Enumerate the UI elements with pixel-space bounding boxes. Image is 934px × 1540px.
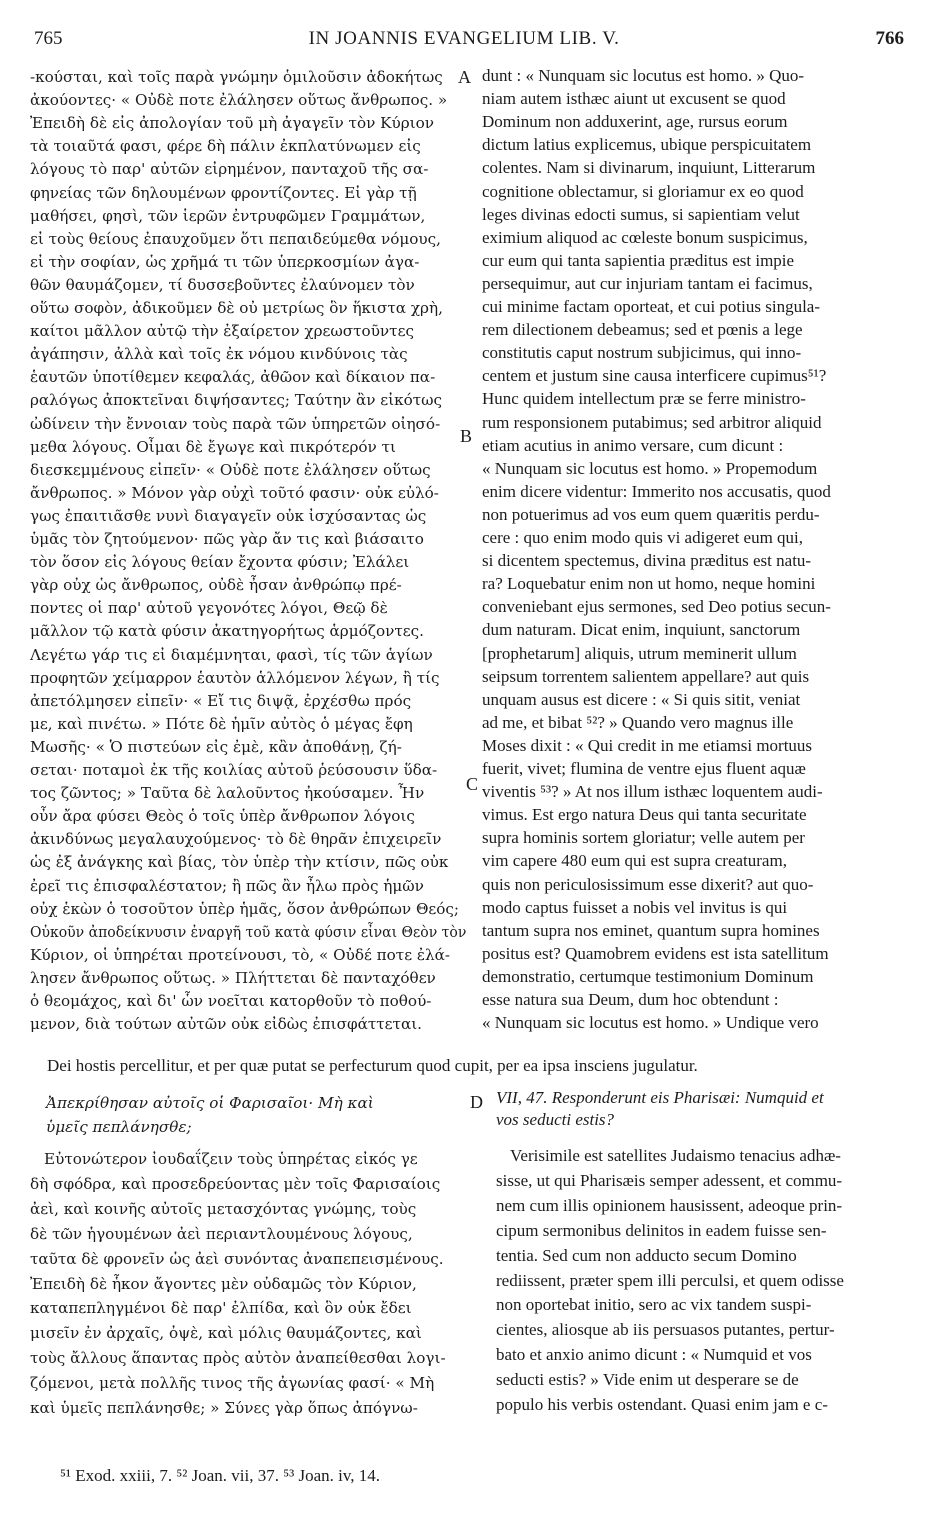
text-line: unquam ausus est dicere : « Si quis sitit, veniat — [482, 689, 801, 709]
text-line: ἀκούοντες· « Οὐδὲ ποτε ἐλάλησεν οὕτως ἄνθρωπος. » — [30, 91, 448, 110]
text-line: φηνείας τῶν δηλουμένων φροντίζοντες. Εἰ γὰρ τῇ — [30, 183, 417, 202]
text-line: « Nunquam sic locutus est homo. » Propemodum — [482, 458, 818, 478]
text-line: vos seducti estis? — [496, 1110, 615, 1129]
text-line: γως ἐπαιτιᾶσθε νυνὶ διαγαγεῖν οὐκ ἰσχύσαντας ὡς — [30, 506, 427, 525]
text-line: ὠδίνειν τὴν ἔννοιαν τοὺς παρὰ τῶν ὑπηρετῶν οἰησό- — [30, 414, 441, 433]
text-line: σεται· ποταμοὶ ἐκ τῆς κοιλίας αὐτοῦ ῥεύσουσιν ὕδα- — [30, 761, 438, 779]
text-line: προφητῶν χείμαρρον ἑαυτὸν ἁλλόμενον λέγων, ἢ τίς — [30, 668, 440, 687]
text-line: ὑμᾶς τὸν ζητούμενον· πῶς γὰρ ἄν τις καὶ βιάσαιτο — [30, 530, 424, 548]
text-line: Verisimile est satellites Judaismo tenacius adhæ- — [510, 1146, 841, 1165]
text-line: demonstratio, certumque testimonium Dominum — [482, 966, 814, 986]
text-line: persequimur, aut cur injuriam tantam ei facimus, — [482, 273, 813, 293]
text-line: τὸν ὅσον εἰς λόγους θείαν ἔχοντα φύσιν; Ἐλάλει — [30, 553, 410, 572]
text-line: etiam acutius in animo versare, cum dicunt : — [482, 435, 784, 455]
text-line: ζόμενοι, μετὰ πολλῆς τινος τῆς ἀγωνίας φασί· « Μὴ — [30, 1374, 435, 1393]
text-line: Εὐτονώτερον ἰουδαΐζειν τοὺς ὑπηρέτας εἰκός γε — [44, 1150, 418, 1168]
text-line: μενον, διὰ τούτων αὐτῶν οὐκ εἰδὼς ἐπισφάττεται. — [30, 1015, 422, 1034]
text-line: ὡς ἐξ ἀνάγκης καὶ βίας, τὸν ὑπὲρ τὴν κτίσιν, πῶς οὐκ — [30, 853, 449, 872]
running-title: IN JOANNIS EVANGELIUM LIB. V. — [308, 28, 620, 49]
text-line: Κύριον, οἱ ὑπηρέται προτείνουσι, τὸ, « Οὐδέ ποτε ἐλά- — [30, 945, 451, 964]
text-line: Μωσῆς· « Ὁ πιστεύων εἰς ἐμὲ, κἂν ἀποθάνῃ, ζή- — [30, 737, 402, 756]
text-line: οὕτω σοφὸν, ἀδικοῦμεν δὲ οὐ μετρίως ὃν ἥκιστα χρὴ, — [30, 299, 443, 317]
text-line: θῶν θαυμάζομεν, τί δυσσεβοῦντες ἐλαύνομεν τὸν — [30, 275, 415, 294]
text-line: διεσκεμμένους εἰπεῖν· « Οὐδὲ ποτε ἐλάλησεν οὕτως — [30, 460, 431, 479]
text-line: ταῦτα δὲ φρονεῖν ὡς ἀεὶ συνόντας ἀναπεπεισμένους. — [30, 1249, 444, 1268]
text-line: VII, 47. Responderunt eis Pharisæi: Numquid et — [496, 1088, 824, 1107]
text-line: seipsum torrentem salientem appellare? aut quis — [482, 666, 810, 686]
text-line: « Nunquam sic locutus est homo. » Undique vero — [482, 1013, 819, 1033]
text-line: μαθήσει, φησὶ, τῶν ἱερῶν ἐντρυφῶμεν Γραμμάτων, — [30, 206, 426, 225]
text-line: καίτοι μᾶλλον αὐτῷ τὴν ἐξαίρετον χρεωστοῦντες — [30, 322, 414, 341]
text-line: esse natura sua Deum, dum hoc obtendunt : — [482, 990, 779, 1009]
text-line: quis non periculosissimum esse dixerit? aut quo- — [482, 874, 814, 894]
text-line: populo his verbis ostendant. Quasi enim jam e c- — [496, 1395, 828, 1414]
text-line: dictum latius explicemus, ubique perspicuitatem — [482, 135, 812, 155]
text-line: seducti estis? » Vide enim ut desperare se de — [496, 1370, 799, 1390]
text-line: καταπεπληγμένοι δὲ παρ' ἐλπίδα, καὶ ὃν οὐκ ἔδει — [30, 1299, 412, 1318]
running-header — [24, 28, 904, 54]
text-line: cognitione oblectamur, si gloriamur ex eo quod — [482, 181, 804, 201]
text-line: οὖν ἄρα φύσει Θεὸς ὁ τοῖς ὑπὲρ ἄνθρωπον λόγοις — [30, 807, 415, 826]
text-line: rem dilectionem debeamus; sed et pœnis a lege — [482, 320, 803, 340]
text-line: conveniebant ejus sermones, sed Deo potius secun- — [482, 597, 831, 617]
text-line: tentia. Sed cum non adducto secum Domino — [496, 1245, 797, 1265]
full-width-text: Dei hostis percellitur, et per quæ putat se perfecturum quod cupit, per ea ipsa insciens jugulatur. — [47, 1056, 698, 1075]
text-line: modo captus fuisset a nobis vel invitus is qui — [482, 897, 788, 917]
margin-mark-d: D — [470, 1092, 483, 1112]
text-line: ἑαυτῶν ὑποτίθεμεν κεφαλάς, ἀθῶον καὶ δίκαιον πα- — [30, 368, 436, 387]
text-line: [prophetarum] aliquis, utrum meminerit ullum — [482, 643, 797, 663]
text-line: εἰ τοὺς θείους ἐπαυχοῦμεν ὅτι πεπαιδεύμεθα νόμους, — [30, 229, 441, 248]
text-line: vimus. Est ergo natura Deus qui tanta securitate — [482, 805, 807, 825]
text-line: λόγους τὸ παρ' αὐτῶν εἰρημένον, πανταχοῦ τῆς σα- — [30, 160, 429, 179]
text-line: dum naturam. Dicat enim, inquiunt, sanctorum — [482, 620, 801, 640]
text-line: constitutis caput nostrum subjicimus, qui inno- — [482, 343, 802, 363]
text-line: Ἀπεκρίθησαν αὐτοῖς οἱ Φαρισαῖοι· Μὴ καὶ — [46, 1094, 374, 1112]
text-line: εἰ τὴν σοφίαν, ὡς χρῆμά τι τῶν ὑπερκοσμίων ἀγα- — [30, 252, 420, 271]
text-line: cur eum qui tanta sapientia præditus est impie — [482, 250, 795, 270]
text-line: Hunc quidem intellectum præ se ferre ministro- — [482, 389, 806, 409]
text-line: μεθα λόγους. Οἶμαι δὲ ἔγωγε καὶ πικρότερόν τι — [30, 437, 396, 456]
text-line: δὲ τῶν ἡγουμένων ἀεὶ περιαντλουμένους λόγους, — [30, 1224, 413, 1243]
text-line: μισεῖν ἐν ἀρχαῖς, ὀψὲ, καὶ μόλις θαυμάζοντες, καὶ — [30, 1324, 422, 1343]
text-line: ἀπετόλμησεν εἰπεῖν· « Εἴ τις διψᾷ, ἐρχέσθω πρός — [30, 691, 412, 710]
margin-mark-b: B — [460, 426, 473, 446]
text-line: μᾶλλον τῷ κατὰ φύσιν ἀκατηγορήτως ἁρμόζοντες. — [30, 622, 424, 641]
text-line: fuerit, vivet; flumina de ventre ejus fluent aquæ — [482, 759, 806, 778]
footnotes: ⁵¹ Exod. xxiii, 7. ⁵² Joan. vii, 37. ⁵³ Joan. iv, 14. — [60, 1466, 381, 1485]
text-line: non oportebat initio, sero ac vix tandem suspi- — [496, 1295, 812, 1315]
text-line: cui minime factam oporteat, et cui potius singula- — [482, 297, 821, 316]
text-line: οὐχ ἑκὼν ὁ τοσοῦτον ὑπὲρ ἡμᾶς, ὅσον ἀνθρώπων Θεός; — [30, 899, 460, 918]
text-line: colentes. Nam si divinarum, inquiunt, Litterarum — [482, 158, 816, 178]
text-line: ραλόγως ἀποκτεῖναι διψήσαντες; Ταύτην ἂν εἰκότως — [30, 391, 443, 410]
text-line: ἀεὶ, καὶ κοινῆς αὐτοῖς μετασχόντας γνώμης, τοὺς — [30, 1199, 417, 1218]
text-line: cere : quo enim modo quis vi adigeret eum qui, — [482, 528, 804, 547]
right-page-number: 766 — [875, 28, 904, 49]
text-line: dunt : « Nunquam sic locutus est homo. » Quo- — [482, 66, 805, 85]
text-line: rediissent, præter spem illi perculsi, et quem odisse — [496, 1270, 844, 1290]
text-line: ποντες οἱ παρ' αὐτοῦ γεγονότες λόγοι, Θεῷ δὲ — [30, 599, 388, 618]
text-line: ὑμεῖς πεπλάνησθε; — [46, 1118, 192, 1136]
text-line: eximium aliquod ac cœleste bonum suspicimus, — [482, 227, 808, 247]
text-line: Dominum non adduxerint, age, rursus eorum — [482, 112, 788, 132]
text-line: ὁ θεομάχος, καὶ δι' ὧν νοεῖται κατορθοῦν τὸ ποθού- — [30, 992, 432, 1010]
text-line: non potuerimus ad vos eum quem quæritis perdu- — [482, 504, 820, 524]
text-line: τὰ τοιαῦτά φασι, φέρε δὴ πάλιν ἐκπλατύνωμεν εἰς — [30, 137, 421, 156]
text-line: δὴ σφόδρα, καὶ προσεδρεύοντας μὲν τοῖς Φαρισαίοις — [30, 1174, 441, 1193]
text-line: enim dicere videntur: Immerito nos accusatis, quod — [482, 481, 831, 501]
text-line: Ἐπειδὴ δὲ εἰς ἀπολογίαν τοῦ μὴ ἀγαγεῖν τὸν Κύριον — [30, 114, 435, 133]
text-line: sisse, ut qui Pharisæis semper adessent, et commu- — [496, 1170, 843, 1190]
text-line: ἀκινδύνως μεγαλαυχούμενος· τὸ δὲ θηρᾶν ἐπιχειρεῖν — [30, 830, 442, 849]
left-page-number: 765 — [34, 28, 63, 49]
text-line: niam autem isthæc aiunt ut excusent se quod — [482, 89, 786, 109]
text-line: τοὺς ἄλλους ἅπαντας πρὸς αὐτὸν ἀναπείθεσθαι λογι- — [30, 1349, 446, 1368]
text-line: ra? Loquebatur enim non ut homo, neque homini — [482, 574, 816, 594]
text-line: Λεγέτω γάρ τις εἰ διαμέμνηται, φασὶ, τίς τῶν ἁγίων — [30, 645, 433, 664]
margin-mark-a: A — [458, 67, 471, 87]
text-line: nem cum illis opinionem hausissent, adeoque prin- — [496, 1195, 843, 1215]
text-line: si dicentem spectemus, divina præditus est natu- — [482, 551, 812, 571]
text-line: rum responsionem putabimus; sed arbitror aliquid — [482, 412, 822, 432]
text-line: centem et justum sine causa interficere cupimus⁵¹? — [482, 366, 827, 386]
text-line: -κούσται, καὶ τοῖς παρὰ γνώμην ὁμιλοῦσιν ἀδοκήτως — [30, 68, 443, 86]
text-line: Ἐπειδὴ δὲ ἧκον ἄγοντες μὲν οὐδαμῶς τὸν Κύριον, — [30, 1274, 417, 1293]
text-line: ad me, et bibat ⁵²? » Quando vero magnus ille — [482, 712, 794, 732]
text-line: καὶ ὑμεῖς πεπλάνησθε; » Σύνες γὰρ ὅπως ἀπόγνω- — [30, 1399, 418, 1417]
margin-mark-c: C — [466, 774, 479, 794]
text-line: vim capere 480 eum qui est supra creaturam, — [482, 851, 787, 871]
text-line: positus est? Quamobrem evidens est ista satellitum — [482, 943, 829, 963]
text-line: viventis ⁵³? » At nos illum isthæc loquentem audi- — [482, 782, 823, 802]
text-line: ἀγάπησιν, ἀλλὰ καὶ τοῖς ἐκ νόμου κινδύνοις τὰς — [30, 345, 408, 364]
text-line: Οὐκοῦν ἀποδείκνυσιν ἐναργῆ τοῦ κατὰ φύσιν εἶναι Θεὸν τὸν — [30, 922, 467, 941]
text-line: ἄνθρωπος. » Μόνον γὰρ οὐχὶ τοῦτό φασιν· οὐκ εὐλό- — [30, 483, 439, 502]
text-line: ἐρεῖ τις ἐπισφαλέστατον; ἢ πῶς ἂν ἦλω πρὸς ἡμῶν — [30, 876, 424, 895]
text-line: leges divinas edocti sumus, si sapientiam velut — [482, 204, 800, 224]
text-line: Moses dixit : « Qui credit in me etiamsi mortuus — [482, 735, 813, 755]
text-line: cientes, aliosque ab iis persuasos putantes, pertur- — [496, 1320, 835, 1340]
text-line: supra hominis sortem gloriatur; velle autem per — [482, 828, 805, 848]
text-line: με, καὶ πινέτω. » Πότε δὲ ἡμῖν αὐτὸς ὁ μέγας ἔφη — [30, 714, 413, 733]
text-line: tantum supra nos eminet, quantum supra homines — [482, 920, 820, 940]
text-line: λησεν ἄνθρωπος οὕτως. » Πλήττεται δὲ πανταχόθεν — [30, 968, 436, 987]
text-line: cipum sermonibus delinitos in eadem fuisse sen- — [496, 1220, 827, 1240]
text-line: γὰρ οὐχ ὡς ἄνθρωπος, οὐδὲ ἦσαν ἀνθρώπῳ πρέ- — [30, 576, 402, 595]
text-line: τος ζῶντος; » Ταῦτα δὲ λαλοῦντος ἠκούσαμεν. Ἦν — [30, 784, 425, 803]
text-line: bato et anxio animo dicunt : « Numquid et vos — [496, 1345, 812, 1365]
